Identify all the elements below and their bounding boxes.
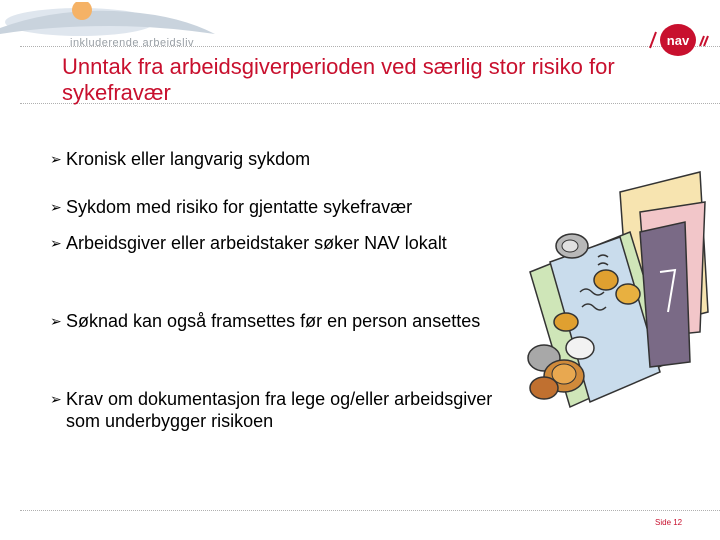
bullet-item (52, 148, 506, 170)
bullet-text: Krav om dokumentasjon fra lege og/eller arbeidsgiver som underbygger risikoen (66, 389, 493, 431)
arrow-bullet-icon: ➢ (50, 151, 62, 167)
bullet-item (52, 388, 506, 432)
footer-divider (20, 510, 720, 511)
nav-logo-text: nav (666, 33, 690, 48)
arrow-bullet-icon: ➢ (50, 235, 62, 251)
bullet-item (52, 310, 506, 332)
arrow-bullet-icon: ➢ (50, 313, 62, 329)
page-number: Side 12 (655, 518, 683, 527)
bullet-text: Søknad kan også framsettes før en person ansettes (66, 311, 481, 331)
slide-title: Unntak fra arbeidsgiverperioden ved særlig stor risiko for sykefravær (62, 54, 615, 105)
nav-logo (646, 18, 710, 58)
arrow-bullet-icon: ➢ (50, 391, 62, 407)
money-illustration (510, 162, 710, 422)
bullet-text: Arbeidsgiver eller arbeidstaker søker NAV lokalt (66, 233, 447, 253)
bullet-item (52, 196, 506, 218)
bullet-item (52, 232, 506, 254)
logo-text: inkluderende arbeidsliv (70, 37, 195, 49)
bullet-text: Kronisk eller langvarig sykdom (66, 149, 311, 169)
bullet-text: Sykdom med risiko for gjentatte sykefravær (66, 197, 413, 217)
arrow-bullet-icon: ➢ (50, 199, 62, 215)
header-divider (20, 46, 720, 47)
